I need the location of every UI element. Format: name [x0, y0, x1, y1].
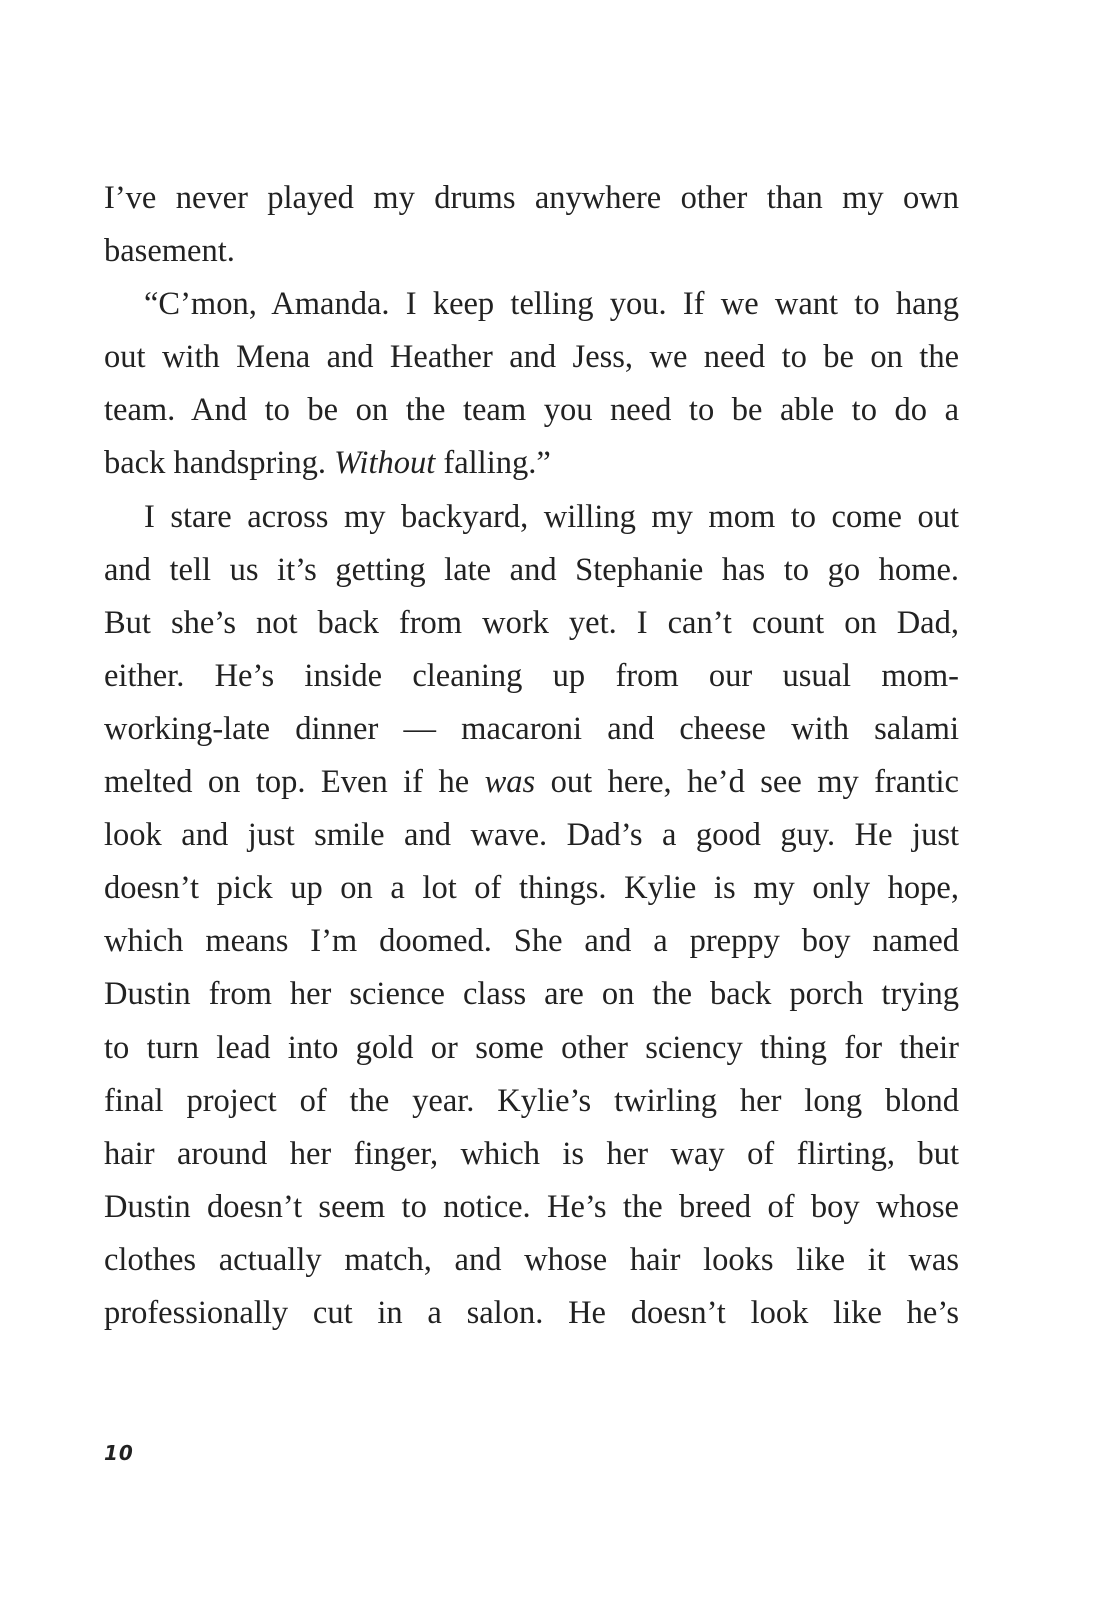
text-segment: doesn’t pick up on a lot of things. Kylie is my only hope,: [104, 870, 959, 907]
text-segment: and tell us it’s getting late and Stephanie has to go home.: [104, 551, 959, 588]
text-line: [104, 1234, 959, 1287]
text-line: [104, 1128, 959, 1181]
text-segment: team. And to be on the team you need to be able to do a: [104, 392, 959, 429]
text-line: [104, 491, 959, 544]
text-line: [104, 756, 959, 809]
text-line: [104, 384, 959, 437]
text-segment: out with Mena and Heather and Jess, we need to be on the: [104, 339, 959, 376]
text-line: [104, 650, 959, 703]
text-line: [104, 1075, 959, 1128]
text-segment: either. He’s inside cleaning up from our usual mom-: [104, 657, 959, 694]
text-segment: out here, he’d see my frantic: [535, 764, 959, 801]
text-segment: working-late dinner — macaroni and cheese with salami: [104, 710, 959, 747]
text-segment: back handspring.: [104, 445, 335, 482]
text-segment: But she’s not back from work yet. I can’t count on Dad,: [104, 604, 959, 641]
text-segment: I’ve never played my drums anywhere other than my own: [104, 180, 959, 216]
text-segment: final project of the year. Kylie’s twirling her long blond: [104, 1082, 959, 1119]
text-segment: “C’mon, Amanda. I keep telling you. If we want to hang: [144, 286, 959, 323]
text-segment: Dustin from her science class are on the back porch trying: [104, 976, 959, 1013]
page-number: 10: [104, 1441, 134, 1465]
text-line: [104, 862, 959, 915]
body-text: [104, 172, 959, 1340]
text-line: [104, 544, 959, 597]
text-line: [104, 1181, 959, 1234]
text-line: [104, 1287, 959, 1340]
text-line: [104, 1022, 959, 1075]
text-line: [104, 278, 959, 331]
text-segment: clothes actually match, and whose hair looks like it was: [104, 1241, 959, 1278]
text-segment: which means I’m doomed. She and a preppy boy named: [104, 923, 959, 960]
text-line: [104, 915, 959, 968]
italic-text: was: [484, 764, 536, 801]
text-segment: falling.”: [435, 445, 551, 482]
text-segment: to turn lead into gold or some other sciency thing for their: [104, 1029, 959, 1066]
text-line: [104, 172, 959, 225]
italic-text: Without: [334, 445, 436, 482]
text-segment: I stare across my backyard, willing my mom to come out: [144, 498, 959, 535]
text-segment: look and just smile and wave. Dad’s a good guy. He just: [104, 817, 959, 854]
text-line: [104, 597, 959, 650]
text-line: [104, 437, 959, 490]
text-segment: melted on top. Even if he: [104, 764, 485, 801]
text-line: [104, 703, 959, 756]
text-segment: basement.: [104, 233, 235, 270]
text-line: [104, 809, 959, 862]
text-line: [104, 331, 959, 384]
text-segment: professionally cut in a salon. He doesn’t look like he’s: [104, 1294, 959, 1331]
text-line: [104, 968, 959, 1021]
text-segment: Dustin doesn’t seem to notice. He’s the breed of boy whose: [104, 1188, 959, 1225]
text-line: [104, 225, 959, 278]
text-segment: hair around her finger, which is her way of flirting, but: [104, 1135, 959, 1172]
